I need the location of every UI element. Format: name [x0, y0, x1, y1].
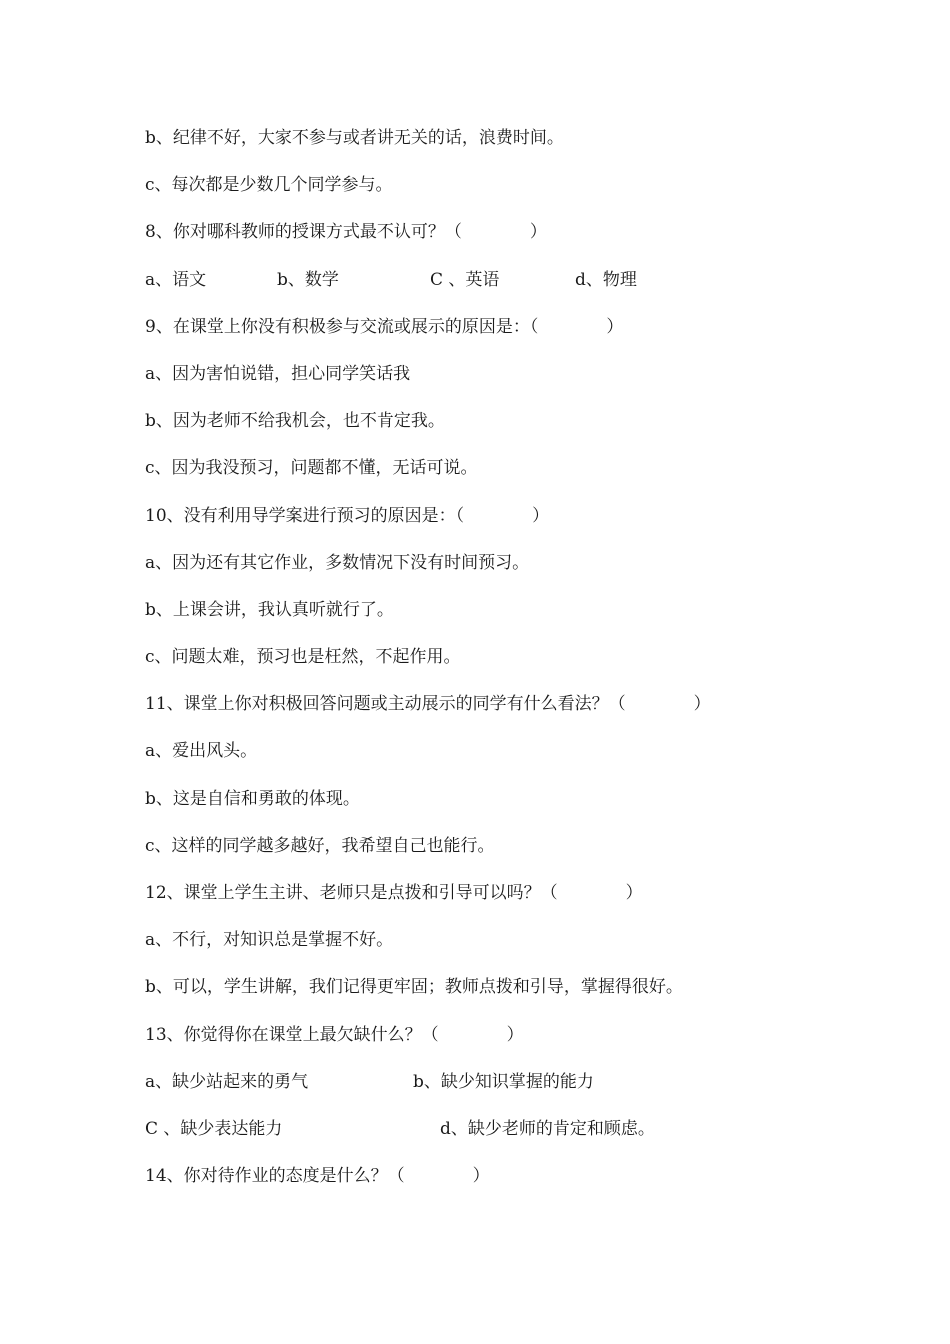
option-line [145, 785, 905, 832]
option-text: a、爱出风头。 [145, 741, 258, 762]
option-text: b、可以，学生讲解，我们记得更牢固；教师点拨和引导，掌握得很好。 [145, 977, 683, 998]
option-text: c、这样的同学越多越好，我希望自己也能行。 [145, 835, 495, 856]
options-row [145, 266, 905, 313]
option-line [145, 596, 905, 643]
option-text: b、缺少知识掌握的能力 [413, 1071, 594, 1092]
question-line [145, 690, 905, 737]
option-line [145, 407, 905, 454]
question-line [145, 1021, 905, 1068]
option-text: d、物理 [575, 269, 637, 290]
option-text: c、每次都是少数几个同学参与。 [145, 175, 393, 196]
option-line [145, 643, 905, 690]
question-text: 13、你觉得你在课堂上最欠缺什么？（ ） [145, 1024, 524, 1045]
question-text: 8、你对哪科教师的授课方式最不认可？（ ） [145, 222, 547, 243]
option-text: b、这是自信和勇敢的体现。 [145, 788, 360, 809]
option-line [145, 549, 905, 596]
question-text: 10、没有利用导学案进行预习的原因是：（ ） [145, 505, 550, 526]
options-row [145, 1068, 905, 1115]
option-text: C 、缺少表达能力 [145, 1118, 283, 1139]
option-text: d、缺少老师的肯定和顾虑。 [440, 1118, 655, 1139]
question-line [145, 879, 905, 926]
option-text: b、上课会讲，我认真听就行了。 [145, 599, 394, 620]
option-line [145, 926, 905, 973]
question-line [145, 218, 905, 265]
option-line [145, 360, 905, 407]
questionnaire-content [145, 124, 905, 1209]
option-text: C 、英语 [430, 269, 500, 290]
option-line [145, 832, 905, 879]
option-line [145, 737, 905, 784]
question-line [145, 502, 905, 549]
option-text: a、因为害怕说错，担心同学笑话我 [145, 363, 411, 384]
option-text: a、语文 [145, 269, 207, 290]
option-text: b、纪律不好，大家不参与或者讲无关的话，浪费时间。 [145, 128, 564, 148]
question-text: 12、课堂上学生主讲、老师只是点拨和引导可以吗？（ ） [145, 883, 643, 903]
option-text: a、不行，对知识总是掌握不好。 [145, 930, 394, 951]
options-row [145, 1115, 905, 1162]
question-text: 9、在课堂上你没有积极参与交流或展示的原因是：（ ） [145, 316, 624, 337]
option-line [145, 454, 905, 501]
option-line [145, 124, 905, 171]
question-text: 11、课堂上你对积极回答问题或主动展示的同学有什么看法？（ ） [145, 694, 711, 715]
option-text: b、数学 [277, 269, 339, 290]
option-text: a、缺少站起来的勇气 [145, 1071, 309, 1092]
option-text: c、因为我没预习，问题都不懂，无话可说。 [145, 458, 478, 479]
option-text: a、因为还有其它作业，多数情况下没有时间预习。 [145, 552, 530, 573]
option-text: b、因为老师不给我机会，也不肯定我。 [145, 411, 445, 432]
question-line [145, 313, 905, 360]
question-text: 14、你对待作业的态度是什么？（ ） [145, 1166, 490, 1187]
question-line [145, 1162, 905, 1209]
option-line [145, 973, 905, 1020]
option-text: c、问题太难，预习也是枉然，不起作用。 [145, 647, 461, 668]
option-line [145, 171, 905, 218]
